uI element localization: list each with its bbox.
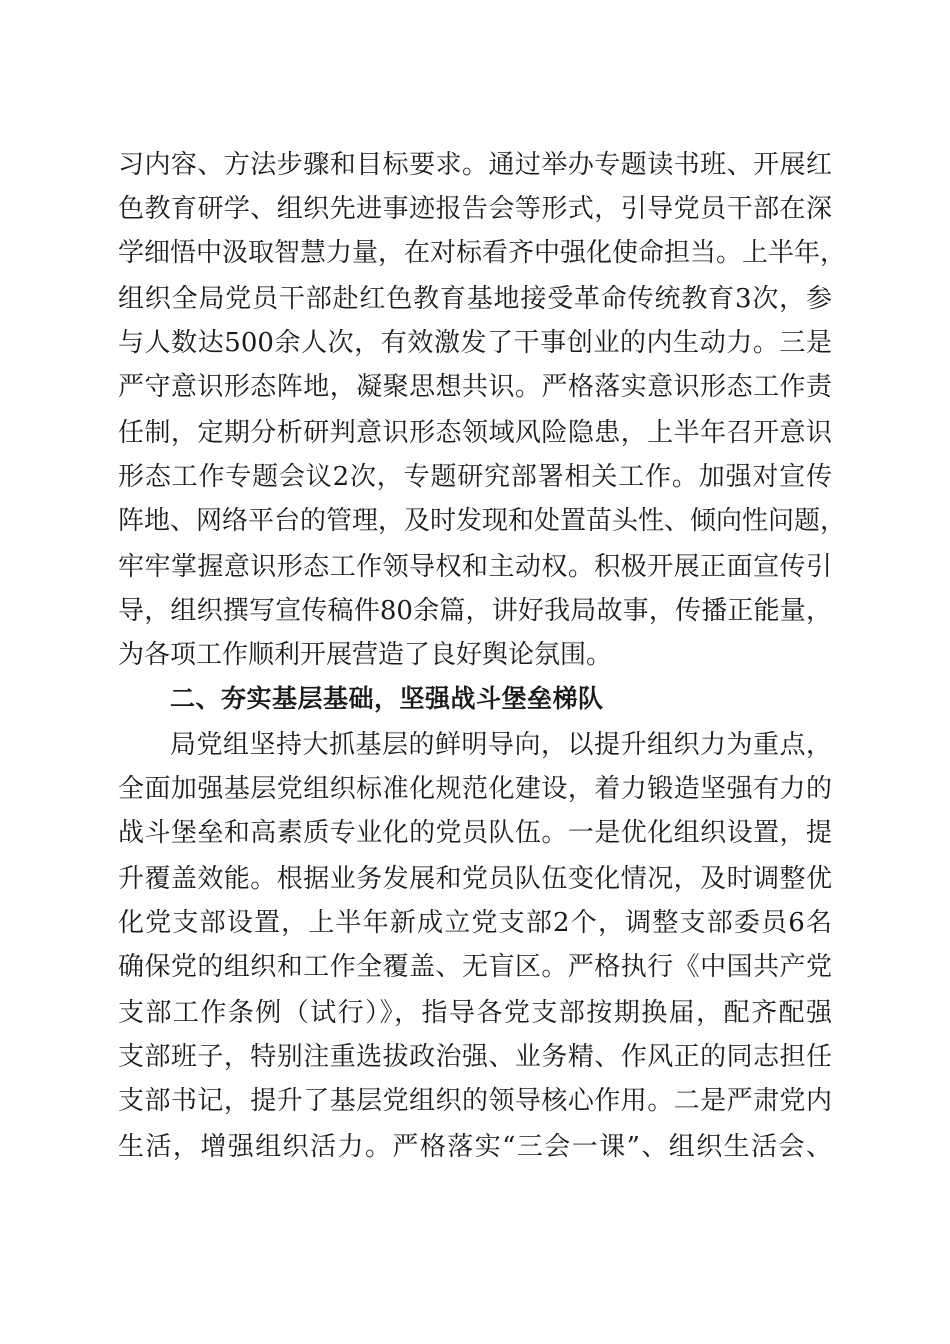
text-line: 色教育研学、组织先进事迹报告会等形式，引导党员干部在深: [118, 194, 832, 224]
text-line: 牢牢掌握意识形态工作领导权和主动权。积极开展正面宣传引: [118, 552, 832, 582]
text-line: 严守意识形态阵地，凝聚思想共识。严格落实意识形态工作责: [118, 372, 832, 402]
text-line: 化党支部设置，上半年新成立党支部2个，调整支部委员6名: [118, 908, 832, 938]
text-line: 任制，定期分析研判意识形态领域风险隐患，上半年召开意识: [118, 418, 832, 448]
text-line: 习内容、方法步骤和目标要求。通过举办专题读书班、开展红: [118, 150, 832, 180]
text-line: 局党组坚持大抓基层的鲜明导向，以提升组织力为重点，: [170, 730, 832, 760]
text-line: 与人数达500余人次，有效激发了干事创业的内生动力。三是: [118, 328, 832, 358]
text-line: 阵地、网络平台的管理，及时发现和处置苗头性、倾向性问题，: [118, 506, 847, 536]
text-line: 支部工作条例（试行）》，指导各党支部按期换届，配齐配强: [118, 998, 832, 1028]
text-line: 支部班子，特别注重选拔政治强、业务精、作风正的同志担任: [118, 1042, 832, 1072]
section-heading: 二、夯实基层基础，坚强战斗堡垒梯队: [170, 684, 604, 713]
text-line: 支部书记，提升了基层党组织的领导核心作用。二是严肃党内: [118, 1086, 832, 1116]
text-line: 战斗堡垒和高素质专业化的党员队伍。一是优化组织设置，提: [118, 818, 832, 848]
text-line: 升覆盖效能。根据业务发展和党员队伍变化情况，及时调整优: [118, 864, 832, 894]
text-line: 形态工作专题会议2次，专题研究部署相关工作。加强对宣传: [118, 462, 832, 492]
text-line: 组织全局党员干部赴红色教育基地接受革命传统教育3次，参: [118, 284, 832, 314]
text-line: 为各项工作顺利开展营造了良好舆论氛围。: [118, 640, 613, 670]
text-line: 全面加强基层党组织标准化规范化建设，着力锻造坚强有力的: [118, 774, 832, 804]
text-line: 生活，增强组织活力。严格落实“三会一课”、组织生活会、: [118, 1132, 832, 1162]
text-line: 导，组织撰写宣传稿件80余篇，讲好我局故事，传播正能量，: [118, 596, 832, 626]
text-line: 学细悟中汲取智慧力量，在对标看齐中强化使命担当。上半年，: [118, 238, 847, 268]
text-line: 确保党的组织和工作全覆盖、无盲区。严格执行《中国共产党: [118, 952, 832, 982]
